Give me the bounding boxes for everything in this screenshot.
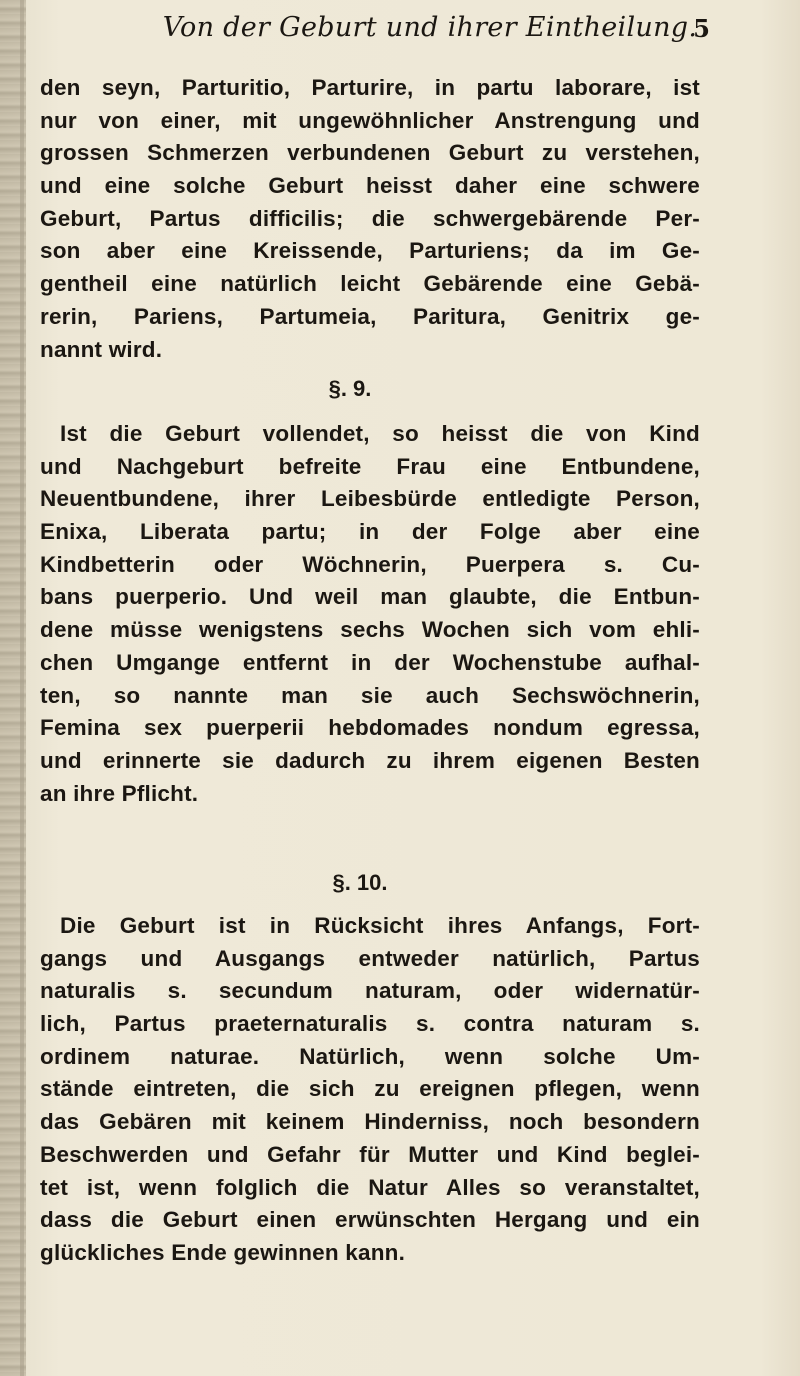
text-line: rerin, Pariens, Partumeia, Paritura, Genitrix ge- (40, 303, 700, 329)
text-line: Enixa, Liberata partu; in der Folge aber eine (40, 519, 700, 545)
text-line: Beschwerden und Gefahr für Mutter und Kind beglei- (40, 1141, 700, 1167)
text-line: Geburt, Partus difficilis; die schwergebärende Per- (40, 205, 700, 231)
text-line: ten, so nannte man sie auch Sechswöchnerin, (40, 682, 700, 708)
text-line: Die Geburt ist in Rücksicht ihres Anfangs, Fort- (60, 913, 700, 938)
text-line: dass die Geburt einen erwünschten Hergang und ein (40, 1207, 700, 1233)
text-line: glückliches Ende gewinnen kann. (40, 1239, 406, 1265)
text-line: nannt wird. (40, 336, 163, 362)
page-number: 5 (693, 14, 710, 43)
text-line: dene müsse wenigstens sechs Wochen sich vom ehli- (40, 617, 700, 643)
text-line: gentheil eine natürlich leicht Gebärende eine Gebä- (40, 271, 700, 297)
text-line: Neuentbundene, ihrer Leibesbürde entledigte Person, (40, 486, 700, 512)
text-line: Kindbetterin oder Wöchnerin, Puerpera s. Cu- (40, 551, 700, 577)
text-line: den seyn, Parturitio, Parturire, in partu laborare, ist (40, 75, 700, 100)
text-line: gangs und Ausgangs entweder natürlich, Partus (40, 945, 700, 971)
text-line: und eine solche Geburt heisst daher eine schwere (40, 173, 700, 199)
text-line: und erinnerte sie dadurch zu ihrem eigenen Besten (40, 747, 700, 773)
text-line: an ihre Pflicht. (40, 780, 199, 806)
text-line: ordinem naturae. Natürlich, wenn solche Um- (40, 1043, 700, 1069)
text-line: nur von einer, mit ungewöhnlicher Anstrengung und (40, 107, 700, 133)
running-head: Von der Geburt und ihrer Eintheilung. (162, 12, 698, 43)
text-line: chen Umgange entfernt in der Wochenstube aufhal- (40, 649, 700, 675)
section-9-paragraph (40, 418, 700, 810)
page-header (150, 12, 710, 56)
text-line: son aber eine Kreissende, Parturiens; da im Ge- (40, 238, 700, 264)
text-line: lich, Partus praeternaturalis s. contra naturam s. (40, 1011, 700, 1037)
text-line: Femina sex puerperii hebdomades nondum egressa, (40, 715, 700, 741)
paragraph-1 (40, 72, 700, 366)
section-heading-9: §. 9. (328, 376, 372, 401)
section-10-paragraph (40, 910, 700, 1270)
text-line: grossen Schmerzen verbundenen Geburt zu verstehen, (40, 140, 700, 166)
text-line: bans puerperio. Und weil man glaubte, die Entbun- (40, 584, 700, 610)
section-heading-10: §. 10. (332, 870, 388, 895)
text-line: stände eintreten, die sich zu ereignen pflegen, wenn (40, 1076, 700, 1102)
text-line: und Nachgeburt befreite Frau eine Entbundene, (40, 453, 700, 479)
text-line: tet ist, wenn folglich die Natur Alles so veranstaltet, (40, 1174, 700, 1200)
text-line: Ist die Geburt vollendet, so heisst die von Kind (60, 421, 700, 446)
text-line: naturalis s. secundum naturam, oder widernatür- (40, 978, 700, 1004)
page-binding-edge (0, 0, 26, 1376)
text-line: das Gebären mit keinem Hinderniss, noch besondern (40, 1109, 700, 1135)
